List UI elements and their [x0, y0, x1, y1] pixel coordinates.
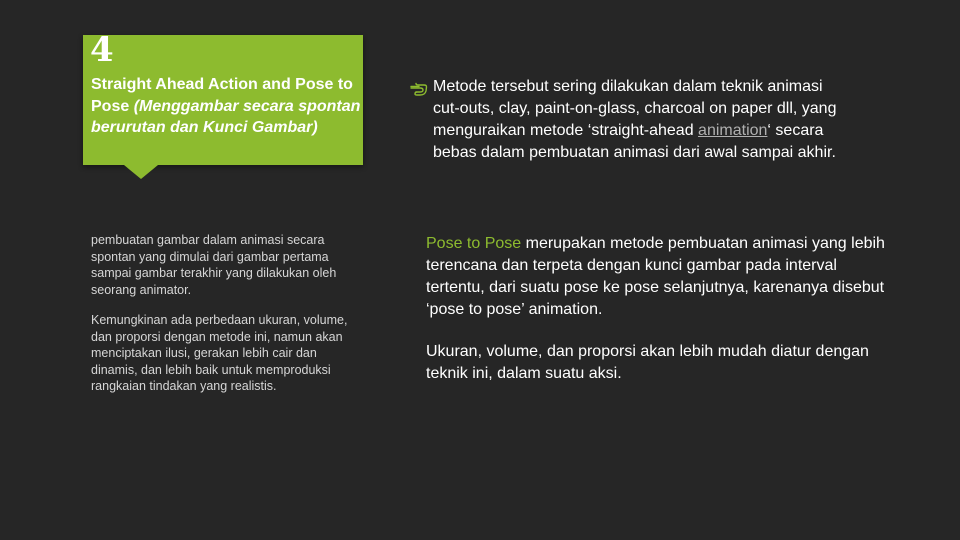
- slide-number: 4: [90, 30, 114, 70]
- size-paragraph: Ukuran, volume, dan proporsi akan lebih mudah diatur dengan teknik ini, dalam suatu aksi.: [426, 343, 869, 382]
- animation-link[interactable]: animation: [698, 122, 768, 139]
- pose-to-pose-highlight: Pose to Pose: [426, 235, 522, 252]
- bullet-text-start: Metode tersebut sering dilakukan dalam teknik animasi cut-outs, clay, paint-on-glass, charcoal on paper dll, yang menguraikan metode ‘straight-ahead: [433, 78, 837, 139]
- pose-to-pose-text: merupakan metode pembuatan animasi yang lebih terencana dan terpeta dengan kunci gambar pada interval tertentu, dari suatu pose ke pose selanjutnya, karenanya disebut ‘pose to pose’ animation.: [426, 235, 885, 318]
- slide-title: [91, 74, 361, 139]
- pose-to-pose-paragraph: [426, 233, 896, 321]
- left-paragraph-2: Kemungkinan ada perbedaan ukuran, volume, dan proporsi dengan metode ini, namun akan menciptakan ilusi, gerakan lebih cair dan dinamis, dan lebih baik untuk memproduksi rangkaian tindakan yang realistis.: [91, 313, 348, 393]
- left-paragraph-1: pembuatan gambar dalam animasi secara spontan yang dimulai dari gambar pertama sampai gambar terakhir yang dilakukan oleh seorang animator.: [91, 233, 337, 297]
- hand-pointing-icon: [410, 81, 428, 95]
- slide-title-italic: (Menggambar secara spontan berurutan dan Kunci Gambar): [91, 97, 361, 136]
- slide-title-bold: Straight Ahead Action and Pose to Pose: [91, 76, 353, 115]
- bullet-text: [433, 76, 850, 164]
- bullet-text-end: ‘ secara bebas dalam pembuatan animasi dari awal sampai akhir.: [433, 122, 836, 161]
- bullet-item: [410, 76, 850, 164]
- title-card-pointer: [124, 165, 158, 179]
- left-column: [91, 232, 361, 409]
